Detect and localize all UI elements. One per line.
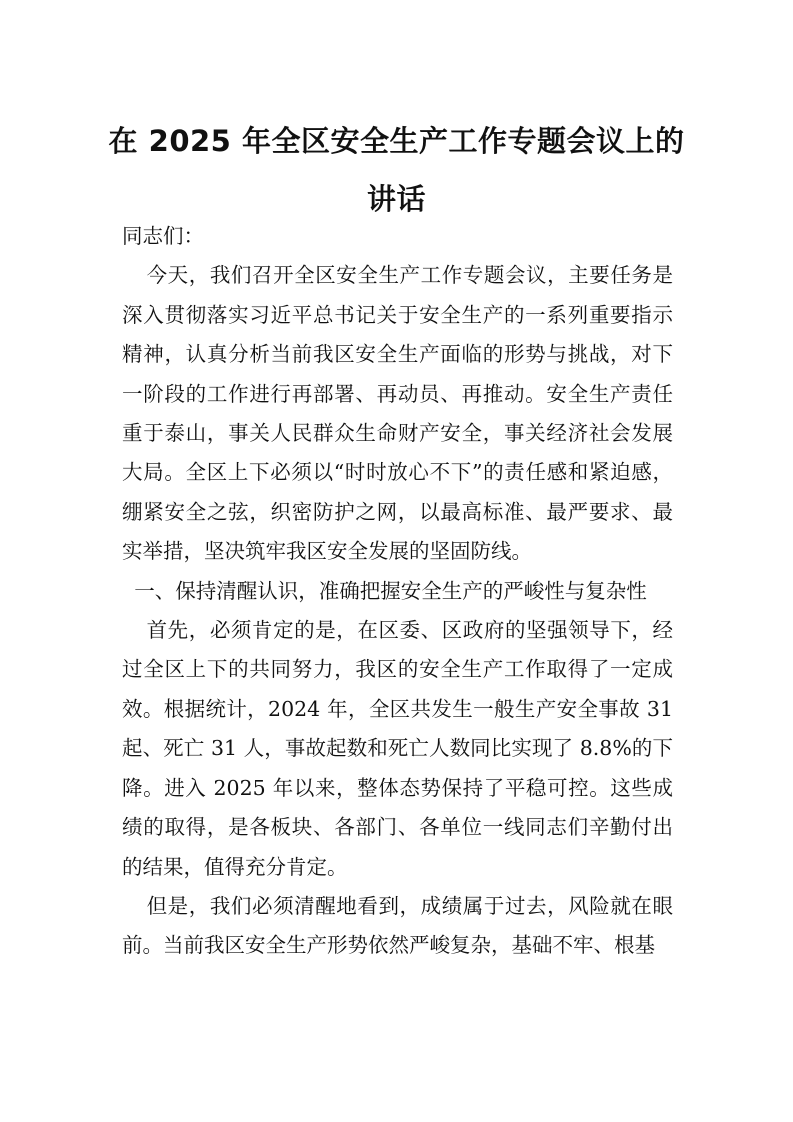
paragraph-achievements: 首先，必须肯定的是，在区委、区政府的坚强领导下，经过全区上下的共同努力，我区的安全生产工作取得了一定成效。根据统计，2024 年，全区共发生一般生产安全事故 31 起、死亡 31 人，事故起数和死亡人数同比实现了 8.8%的下降。进入 2025 年以来，整体态势保持了平稳可控。这些成绩的取得，是各板块、各部门、各单位一线同志们辛勤付出的结果，值得充分肯定。: [122, 618, 673, 879]
paragraph-risks: 但是，我们必须清醒地看到，成绩属于过去，风险就在眼前。当前我区安全生产形势依然严峻复杂，基础不牢、根基: [122, 893, 673, 958]
section-heading-1: 一、保持清醒认识，准确把握安全生产的严峻性与复杂性: [134, 578, 647, 603]
salutation: 同志们：: [122, 224, 204, 248]
document-title: 在 2025 年全区安全生产工作专题会议上的讲话: [108, 124, 685, 216]
document-body: [122, 217, 673, 966]
paragraph-intro: 今天，我们召开全区安全生产工作专题会议，主要任务是深入贯彻落实习近平总书记关于安全生产的一系列重要指示精神，认真分析当前我区安全生产面临的形势与挑战，对下一阶段的工作进行再部署、再动员、再推动。安全生产责任重于泰山，事关人民群众生命财产安全，事关经济社会发展大局。全区上下必须以“时时放心不下”的责任感和紧迫感，绷紧安全之弦，织密防护之网，以最高标准、最严要求、最实举措，坚决筑牢我区安全发展的坚固防线。: [122, 263, 673, 564]
